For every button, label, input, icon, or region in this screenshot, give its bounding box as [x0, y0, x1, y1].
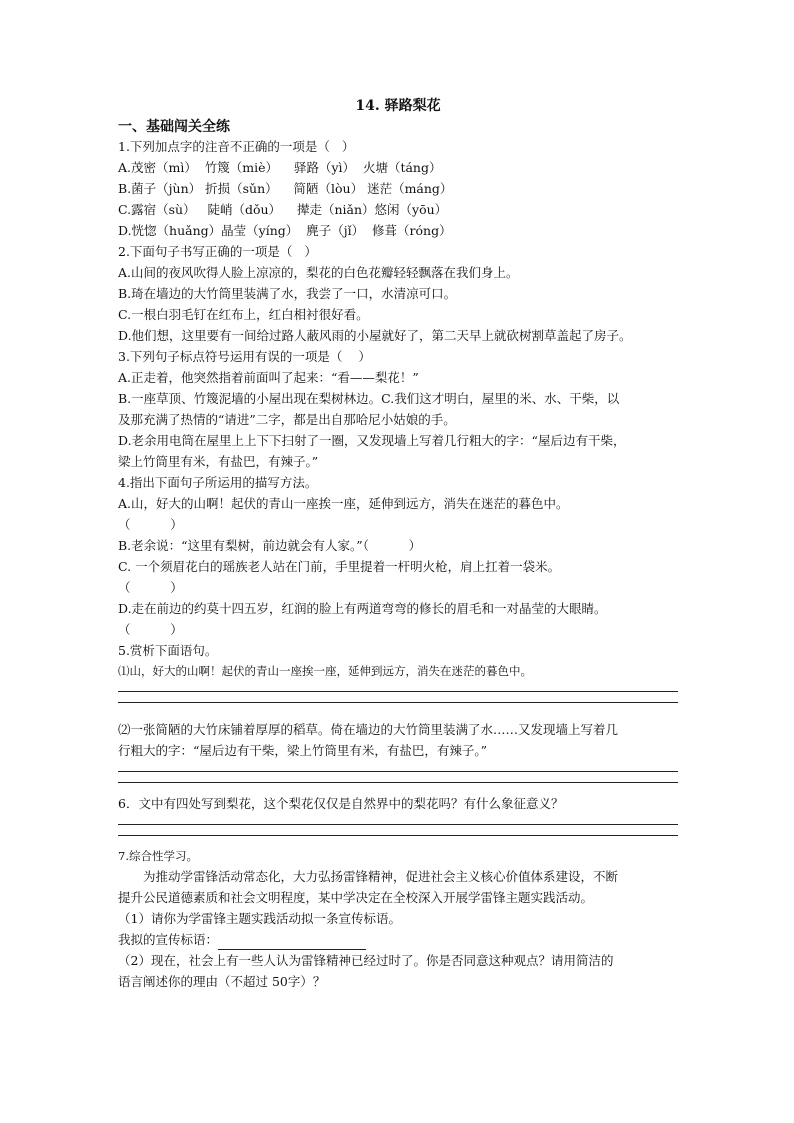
- slogan-blank[interactable]: [218, 935, 366, 950]
- q5-stem: 5.赏析下面语句。: [118, 643, 218, 658]
- q7-paragraph-line1: 为推动学雷锋活动常态化，大力弘扬雷锋精神，促进社会主义核心价值体系建设，不断: [143, 869, 619, 884]
- q2-option-b: B.琦在墙边的大竹筒里装满了水，我尝了一口，水清凉可口。: [118, 286, 457, 301]
- q1-option-c: C.露宿（sù） 陡峭（dǒu） 撵走（niǎn）悠闲（yōu）: [118, 202, 448, 217]
- q1-option-d: D.恍惚（huǎng）晶莹（yíng） 麂子（jǐ） 修葺（róng）: [118, 223, 452, 238]
- page-title: 14. 驿路梨花: [355, 98, 441, 114]
- q1-option-b: B.菌子（jùn） 折损（sǔn） 简陋（lòu） 迷茫（máng）: [118, 181, 453, 196]
- q3-option-a: A.正走着，他突然指着前面叫了起来：“看——梨花！”: [118, 370, 419, 385]
- q5-sentence-2-line1: ⑵一张简陋的大竹床铺着厚厚的稻草。倚在墙边的大竹筒里装满了水……又发现墙上写着几: [118, 722, 619, 737]
- answer-line[interactable]: [118, 702, 678, 703]
- q4-option-d: D.走在前边的约莫十四五岁，红润的脸上有两道弯弯的修长的眉毛和一对晶莹的大眼睛。: [118, 601, 607, 616]
- q2-stem: 2.下面句子书写正确的一项是（ ）: [118, 244, 317, 259]
- answer-line[interactable]: [118, 835, 678, 836]
- q2-option-c: C.一根白羽毛钉在红布上，红白相衬很好看。: [118, 307, 369, 322]
- worksheet: [118, 96, 678, 992]
- q4-option-b: B.老余说：“这里有梨树，前边就会有人家。”（ ）: [118, 538, 422, 553]
- q1-option-a: A.茂密（mì） 竹篾（miè） 驿路（yì） 火塘（táng）: [118, 160, 442, 175]
- q4-answer-d: （ ）: [118, 622, 183, 637]
- q4-answer-a: （ ）: [118, 517, 183, 532]
- q2-option-a: A.山间的夜风吹得人脸上凉凉的，梨花的白色花瓣轻轻飘落在我们身上。: [118, 265, 519, 280]
- slogan-label: 我拟的宣传标语：: [118, 932, 219, 947]
- q6-stem: 6．文中有四处写到梨花，这个梨花仅仅是自然界中的梨花吗？有什么象征意义？: [118, 796, 564, 811]
- section-heading: 一、基础闯关全练: [118, 119, 230, 135]
- q5-sentence-1: ⑴山，好大的山啊！起伏的青山一座挨一座，延伸到远方，消失在迷茫的暮色中。: [118, 664, 532, 678]
- q7-sub-question-2-line1: （2）现在，社会上有一些人认为雷锋精神已经过时了。你是否同意这种观点？请用简洁的: [118, 953, 614, 968]
- answer-line[interactable]: [118, 782, 678, 783]
- q1-stem: 1.下列加点字的注音不正确的一项是（ ）: [118, 139, 355, 154]
- q3-option-d-line1: D.老余用电筒在屋里上上下下扫射了一圈，又发现墙上写着几行粗大的字：“屋后边有干柴，: [118, 433, 626, 448]
- answer-line[interactable]: [118, 771, 678, 772]
- q3-option-b-line1: B.一座草顶、竹篾泥墙的小屋出现在梨树林边。C.我们这才明白，屋里的米、水、干柴，以: [118, 391, 620, 406]
- q7-paragraph-line2: 提升公民道德素质和社会文明程度，某中学决定在全校深入开展学雷锋主题实践活动。: [118, 890, 594, 905]
- q7-stem: 7.综合性学习。: [118, 849, 198, 863]
- q3-stem: 3.下列句子标点符号运用有误的一项是（ ）: [118, 349, 371, 364]
- q7-slogan-row: [118, 929, 678, 950]
- answer-line[interactable]: [118, 824, 678, 825]
- q5-sentence-2-line2: 行粗大的字：“屋后边有干柴，梁上竹筒里有米，有盐巴，有辣子。”: [118, 743, 488, 758]
- answer-line[interactable]: [118, 691, 678, 692]
- q4-option-a: A.山，好大的山啊！起伏的青山一座挨一座，延伸到远方，消失在迷茫的暮色中。: [118, 496, 569, 511]
- q3-option-b-line2: 及那充满了热情的“请进”二字，都是出自那哈尼小姑娘的手。: [118, 412, 456, 427]
- q2-option-d: D.他们想，这里要有一间给过路人蔽风雨的小屋就好了，第二天早上就砍树割草盖起了房子。: [118, 328, 632, 343]
- q7-sub-question-2-line2: 语言阐述你的理由（不超过 50字）？: [118, 974, 326, 989]
- q3-option-d-line2: 梁上竹筒里有米，有盐巴，有辣子。”: [118, 454, 319, 469]
- q4-option-c: C. 一个须眉花白的瑶族老人站在门前，手里提着一杆明火枪，肩上扛着一袋米。: [118, 559, 561, 574]
- q7-sub-question-1: （1）请你为学雷锋主题实践活动拟一条宣传标语。: [118, 911, 401, 926]
- q4-answer-c: （ ）: [118, 580, 183, 595]
- q4-stem: 4.指出下面句子所运用的描写方法。: [118, 475, 318, 490]
